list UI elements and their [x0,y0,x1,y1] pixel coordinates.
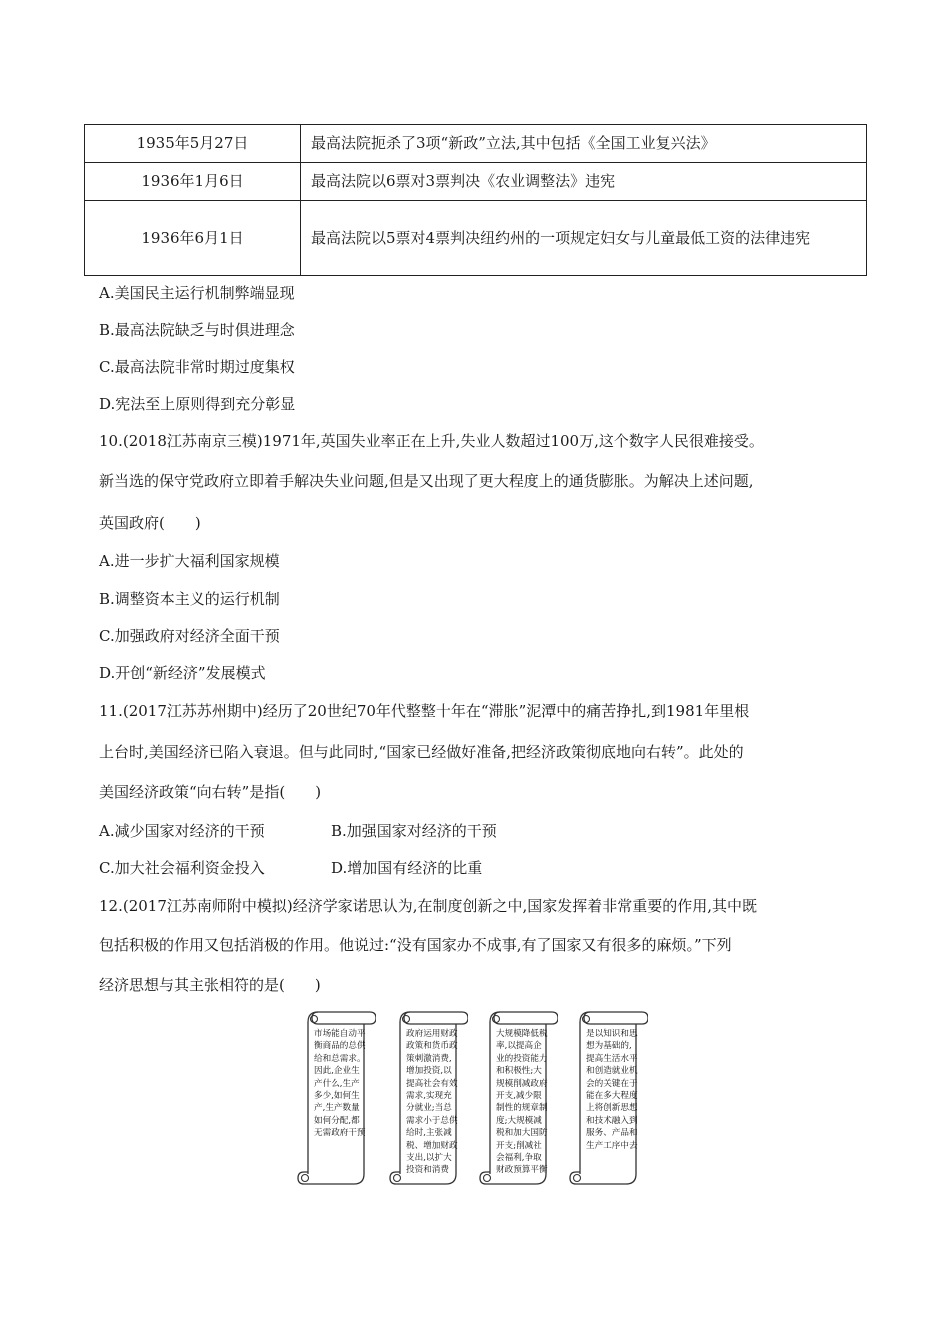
q11-option-d: D.增加国有经济的比重 [331,859,483,877]
q11-stem-line3: 美国经济政策“向右转”是指( ) [99,783,322,801]
q10-option-b: B.调整资本主义的运行机制 [99,590,280,608]
scroll-2 [388,1008,468,1188]
table-row [85,163,867,201]
q11-option-a: A.减少国家对经济的干预 [99,822,265,840]
scroll-3 [478,1008,558,1188]
scroll-4-text: 是以知识和思想为基础的,提高生活水平和创造就业机会的关键在于能在多大程度上将创新思想和技术融入到服务、产品和生产工序中去 [586,1029,638,1151]
q9-option-d: D.宪法至上原则得到充分彰显 [99,395,296,413]
table-cell-date: 1936年6月1日 [85,201,301,276]
supreme-court-rulings-table [84,124,867,276]
q9-option-b: B.最高法院缺乏与时俱进理念 [99,321,295,339]
scroll-illustrations [296,1008,656,1188]
table-cell-date: 1936年1月6日 [85,163,301,201]
q9-option-c: C.最高法院非常时期过度集权 [99,358,295,376]
scroll-1 [296,1008,376,1188]
scroll-3-text: 大规模降低税率,以提高企业的投资能力和积极性;大规模削减政府开支,减少限制性的规章制度;大规模减税和加大国防开支;削减社会福利,争取财政预算平衡 [496,1029,548,1176]
q9-option-a: A.美国民主运行机制弊端显现 [99,284,295,302]
table-cell-event: 最高法院以5票对4票判决纽约州的一项规定妇女与儿童最低工资的法律违宪 [301,201,867,276]
q10-stem-line2: 新当选的保守党政府立即着手解决失业问题,但是又出现了更大程度上的通货膨胀。为解决上述问题, [99,472,754,490]
scroll-4 [568,1008,648,1188]
q12-stem-line1: 12.(2017江苏南师附中模拟)经济学家诺思认为,在制度创新之中,国家发挥着非常重要的作用,其中既 [99,897,758,915]
table-row [85,201,867,276]
q12-stem-line3: 经济思想与其主张相符的是( ) [99,976,321,994]
table-cell-event: 最高法院扼杀了3项“新政”立法,其中包括《全国工业复兴法》 [301,125,867,163]
q11-stem-line1: 11.(2017江苏苏州期中)经历了20世纪70年代整整十年在“滞胀”泥潭中的痛苦挣扎,到1981年里根 [99,702,750,720]
table-row [85,125,867,163]
q10-stem-line3: 英国政府( ) [99,514,201,532]
table-cell-event: 最高法院以6票对3票判决《农业调整法》违宪 [301,163,867,201]
q12-stem-line2: 包括积极的作用又包括消极的作用。他说过:“没有国家办不成事,有了国家又有很多的麻烦。”下列 [99,936,732,954]
q10-option-a: A.进一步扩大福利国家规模 [99,552,280,570]
q10-stem-line1: 10.(2018江苏南京三模)1971年,英国失业率正在上升,失业人数超过100万,这个数字人民很难接受。 [99,432,764,450]
q10-option-d: D.开创“新经济”发展模式 [99,664,266,682]
q11-option-b: B.加强国家对经济的干预 [331,822,497,840]
q10-option-c: C.加强政府对经济全面干预 [99,627,280,645]
table-cell-date: 1935年5月27日 [85,125,301,163]
q11-stem-line2: 上台时,美国经济已陷入衰退。但与此同时,“国家已经做好准备,把经济政策彻底地向右转”。此处的 [99,743,744,761]
scroll-1-text: 市场能自动平衡商品的总供给和总需求。因此,企业生产什么,生产多少,如何生产,生产数量如何分配,都无需政府干预 [314,1029,366,1139]
scroll-2-text: 政府运用财政政策和货币政策刺激消费,增加投资,以提高社会有效需求,实现充分就业;当总需求小于总供给时,主张减税、增加财政支出,以扩大投资和消费 [406,1029,458,1176]
q11-option-c: C.加大社会福利资金投入 [99,859,265,877]
